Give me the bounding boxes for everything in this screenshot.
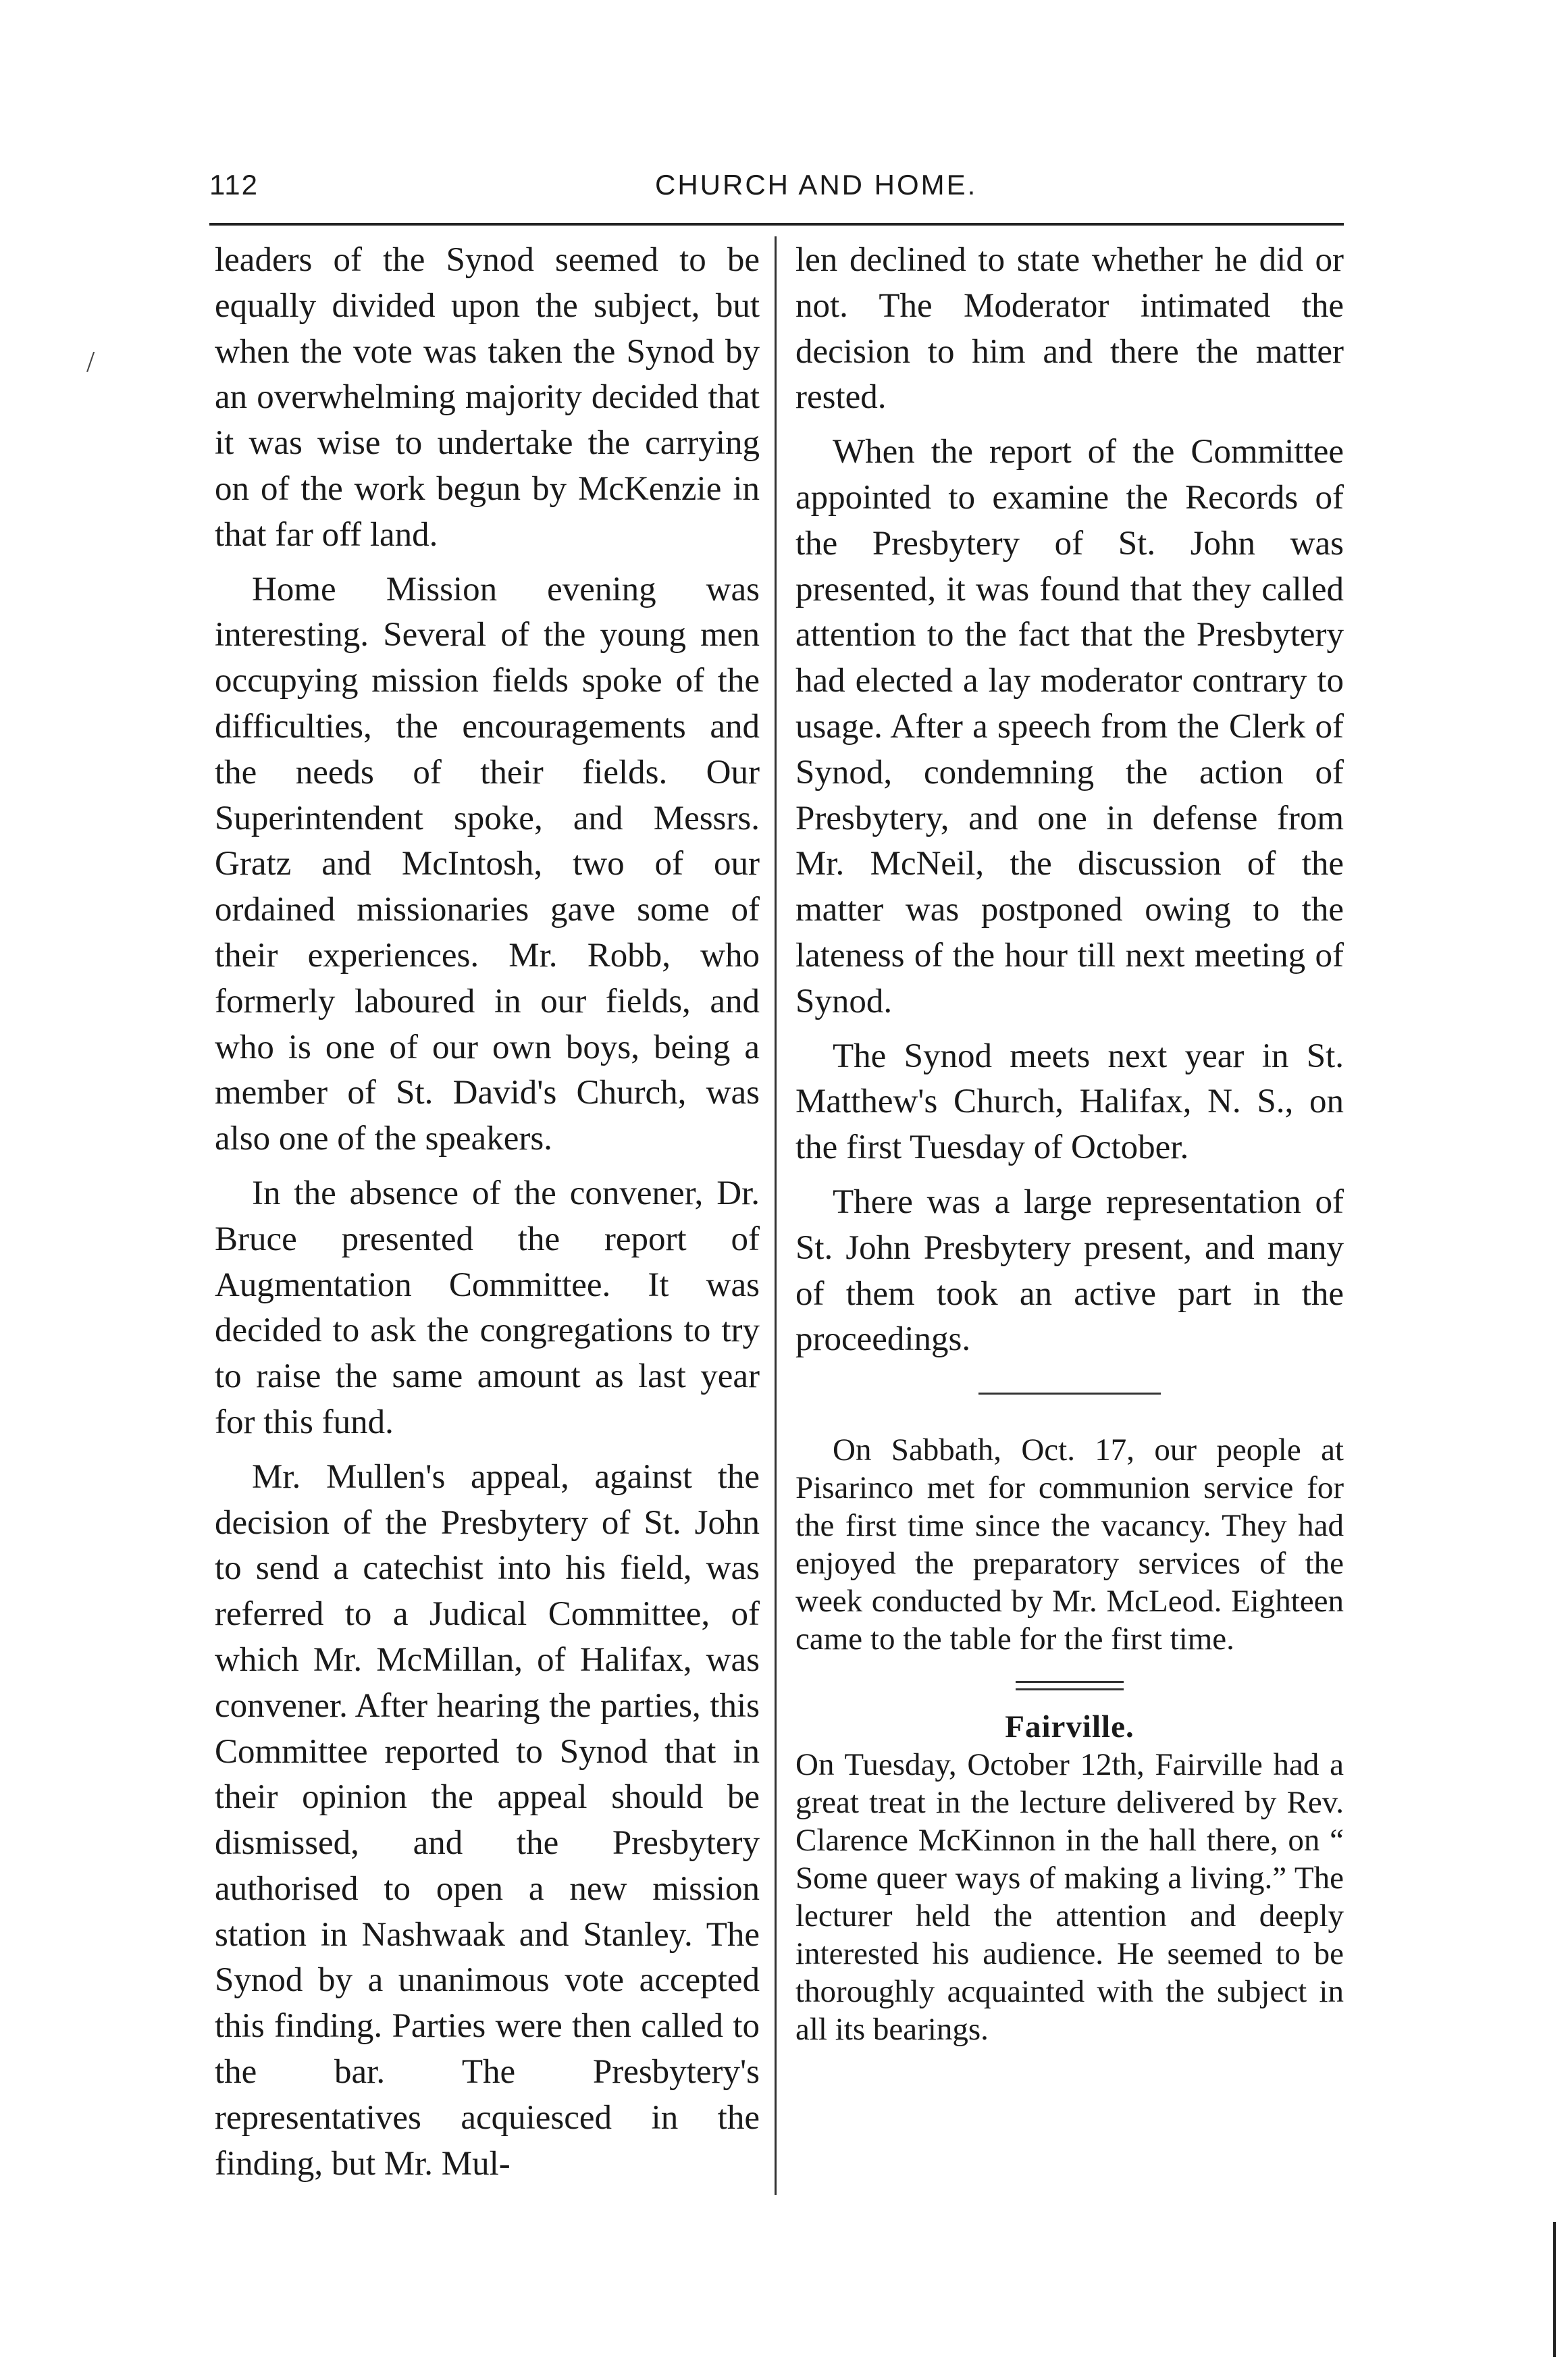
- fairville-paragraph: On Tuesday, October 12th, Fairville had a great treat in the lecture delivered by Rev. Clarence McKinnon in the hall there, on “ Some queer ways of making a living.” The lecturer held the attention and deeply interested his audience. He seemed to be thoroughly acquainted with the subject in all its bearings.: [795, 1747, 1344, 2048]
- right-paragraph-3: The Synod meets next year in St. Matthew's Church, Halifax, N. S., on the first Tuesday of October.: [795, 1037, 1344, 1167]
- page-header: [209, 169, 1324, 216]
- left-column: [215, 238, 760, 2196]
- column-divider: [775, 236, 777, 2195]
- left-paragraph-4: Mr. Mullen's appeal, against the decision of the Presbytery of St. John to send a catechist into his field, was referred to a Judical Committee, of which Mr. McMillan, of Halifax, was convener. After hearing the parties, this Committee reported to Synod that in their opinion the appeal should be dismissed, and the Presbytery authorised to open a new mission station in Nashwaak and Stanley. The Synod by a unanimous vote accepted this finding. Parties were then called to the bar. The Presbytery's representatives acquiesced in the finding, but Mr. Mul-: [215, 1457, 760, 2183]
- right-paragraph-1: len declined to state whether he did or not. The Moderator intimated the decision to him and there the matter rested.: [795, 241, 1344, 417]
- pisarinco-paragraph: On Sabbath, Oct. 17, our people at Pisarinco met for communion service for the first time since the vacancy. They had enjoyed the preparatory services of the week conducted by Mr. McLeod. Eighteen came to the table for the first time.: [795, 1432, 1344, 1657]
- section-separator-double: [1016, 1681, 1124, 1690]
- right-paragraph-4: There was a large representation of St. John Presbytery present, and many of them took an active part in the proceedings.: [795, 1183, 1344, 1359]
- header-rule: [209, 223, 1344, 226]
- right-paragraph-2: When the report of the Committee appointed to examine the Records of the Presbytery of St. John was presented, it was found that they called attention to the fact that the Presbytery had elected a lay moderator contrary to usage. After a speech from the Clerk of Synod, condemning the action of Presbytery, and one in defense from Mr. McNeil, the discussion of the matter was postponed owing to the lateness of the hour till next meeting of Synod.: [795, 433, 1344, 1020]
- fairville-heading: Fairville.: [1005, 1709, 1134, 1745]
- margin-slash-mark: /: [86, 345, 95, 378]
- left-paragraph-1: leaders of the Synod seemed to be equally divided upon the subject, but when the vote was taken the Synod by an overwhelming majority decided that it was wise to undertake the carrying on of the work begun by McKenzie in that far off land.: [215, 241, 760, 554]
- left-paragraph-3: In the absence of the convener, Dr. Bruce presented the report of Augmentation Committee. It was decided to ask the congregations to try to raise the same amount as last year for this fund.: [215, 1174, 760, 1441]
- running-title: CHURCH AND HOME.: [655, 169, 978, 201]
- page-number: 112: [209, 169, 259, 201]
- right-column: [795, 238, 1344, 2057]
- page-edge-line: [1553, 2222, 1556, 2357]
- left-paragraph-2: Home Mission evening was interesting. Several of the young men occupying mission fields spoke of the difficulties, the encouragements and the needs of their fields. Our Superintendent spoke, and Messrs. Gratz and McIntosh, two of our ordained missionaries gave some of their experiences. Mr. Robb, who formerly laboured in our fields, and who is one of our own boys, being a member of St. David's Church, was also one of the speakers.: [215, 570, 760, 1158]
- section-separator: [978, 1393, 1161, 1395]
